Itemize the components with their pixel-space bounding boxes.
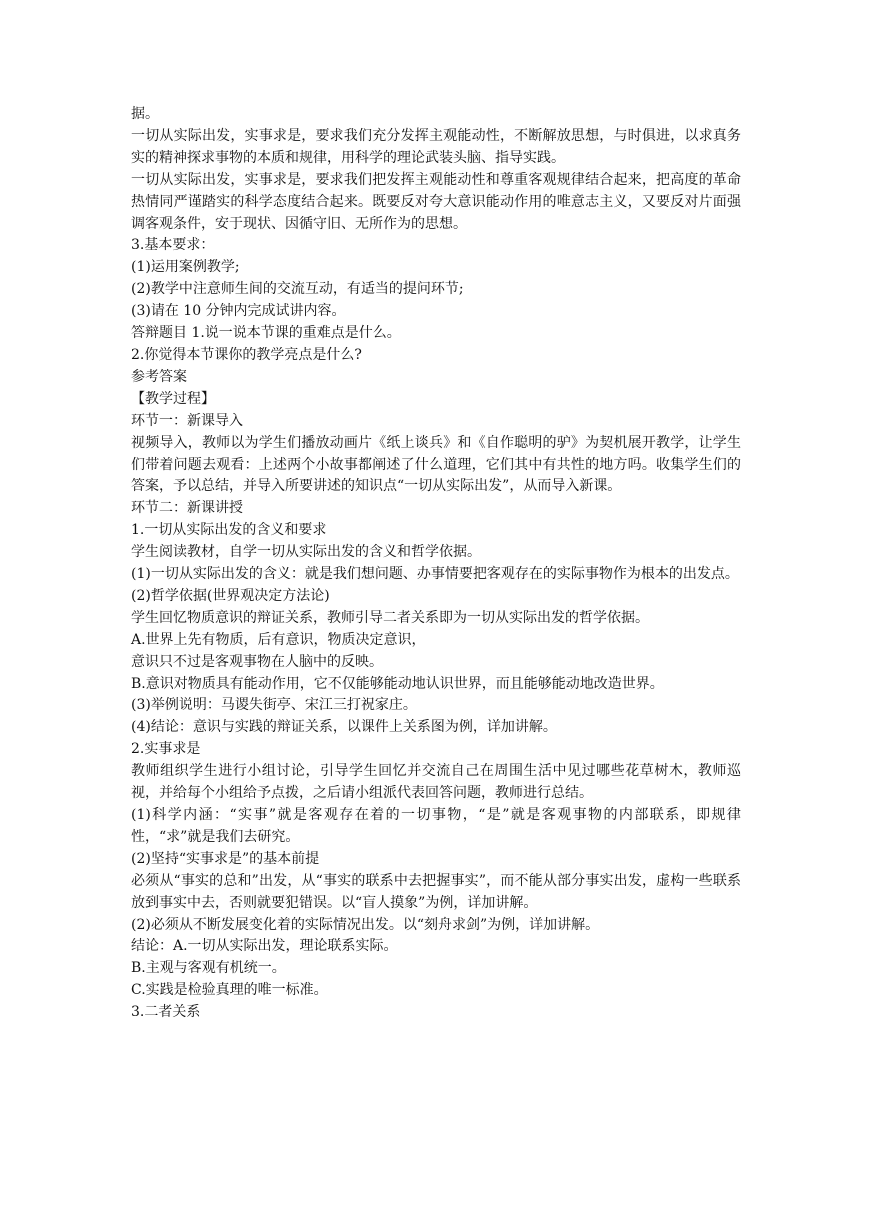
document-body — [131, 104, 741, 1024]
section-heading: 2.实事求是 — [131, 741, 201, 758]
list-item: (1)运用案例教学; — [131, 259, 240, 276]
section-heading: 3.二者关系 — [131, 1004, 201, 1021]
paragraph: 一切从实际出发，实事求是，要求我们把发挥主观能动性和尊重客观规律结合起来，把高度的革命热情同严谨踏实的科学态度结合起来。既要反对夸大意识能动作用的唯意志主义，又要反对片面强调客观条件，安于现状、因循守旧、无所作为的思想。 — [131, 171, 741, 232]
conclusion: C.实践是检验真理的唯一标准。 — [131, 982, 328, 999]
list-item: A.世界上先有物质，后有意识，物质决定意识， — [131, 631, 426, 648]
list-item: (2)教学中注意师生间的交流互动，有适当的提问环节; — [131, 281, 464, 298]
section-heading: 环节一：新课导入 — [131, 412, 243, 429]
section-heading: 【教学过程】 — [131, 390, 215, 407]
defense-question: 2.你觉得本节课你的教学亮点是什么? — [131, 346, 362, 363]
list-item: (4)结论：意识与实践的辩证关系，以课件上关系图为例，详加讲解。 — [131, 719, 557, 736]
list-item: (2)哲学依据(世界观决定方法论) — [131, 587, 330, 604]
paragraph: 学生阅读教材，自学一切从实际出发的含义和哲学依据。 — [131, 544, 481, 561]
paragraph: 意识只不过是客观事物在人脑中的反映。 — [131, 653, 383, 670]
list-item: (3)请在 10 分钟内完成试讲内容。 — [131, 303, 346, 320]
defense-question: 答辩题目 1.说一说本节课的重难点是什么。 — [131, 325, 401, 342]
conclusion: B.主观与客观有机统一。 — [131, 960, 286, 977]
paragraph: 视频导入，教师以为学生们播放动画片《纸上谈兵》和《自作聪明的驴》为契机展开教学，让学生们带着问题去观看：上述两个小故事都阐述了什么道理，它们其中有共性的地方吗。收集学生们的答案，予以总结，并导入所要讲述的知识点“一切从实际出发”，从而导入新课。 — [131, 434, 741, 495]
conclusion: 结论：A.一切从实际出发，理论联系实际。 — [131, 938, 398, 955]
paragraph: 据。 — [131, 106, 159, 122]
list-item: (1)一切从实际出发的含义：就是我们想问题、办事情要把客观存在的实际事物作为根本的出发点。 — [131, 566, 739, 583]
section-heading: 1.一切从实际出发的含义和要求 — [131, 522, 327, 539]
section-heading: 3.基本要求： — [131, 237, 215, 254]
section-heading: 参考答案 — [131, 368, 187, 385]
section-heading: 环节二：新课讲授 — [131, 500, 243, 517]
paragraph: 必须从“事实的总和”出发，从“事实的联系中去把握事实”，而不能从部分事实出发，虚构一些联系放到事实中去，否则就要犯错误。以“盲人摸象”为例，详加讲解。 — [131, 872, 741, 911]
list-item: (3)举例说明：马谡失街亭、宋江三打祝家庄。 — [131, 697, 417, 714]
list-item: (2)必须从不断发展变化着的实际情况出发。以“刻舟求剑”为例，详加讲解。 — [131, 916, 600, 933]
list-item: (1)科学内涵：“实事”就是客观存在着的一切事物，“是”就是客观事物的内部联系，即规律性，“求”就是我们去研究。 — [131, 807, 741, 845]
list-item: B.意识对物质具有能动作用，它不仅能够能动地认识世界，而且能够能动地改造世界。 — [131, 675, 664, 692]
paragraph: 一切从实际出发，实事求是，要求我们充分发挥主观能动性，不断解放思想，与时俱进，以求真务实的精神探求事物的本质和规律，用科学的理论武装头脑、指导实践。 — [131, 127, 741, 166]
paragraph: 教师组织学生进行小组讨论，引导学生回忆并交流自己在周围生活中见过哪些花草树木，教师巡视，并给每个小组给予点拨，之后请小组派代表回答问题，教师进行总结。 — [131, 763, 741, 802]
list-item: (2)坚持“实事求是”的基本前提 — [131, 850, 320, 867]
paragraph: 学生回忆物质意识的辩证关系，教师引导二者关系即为一切从实际出发的哲学依据。 — [131, 609, 649, 626]
